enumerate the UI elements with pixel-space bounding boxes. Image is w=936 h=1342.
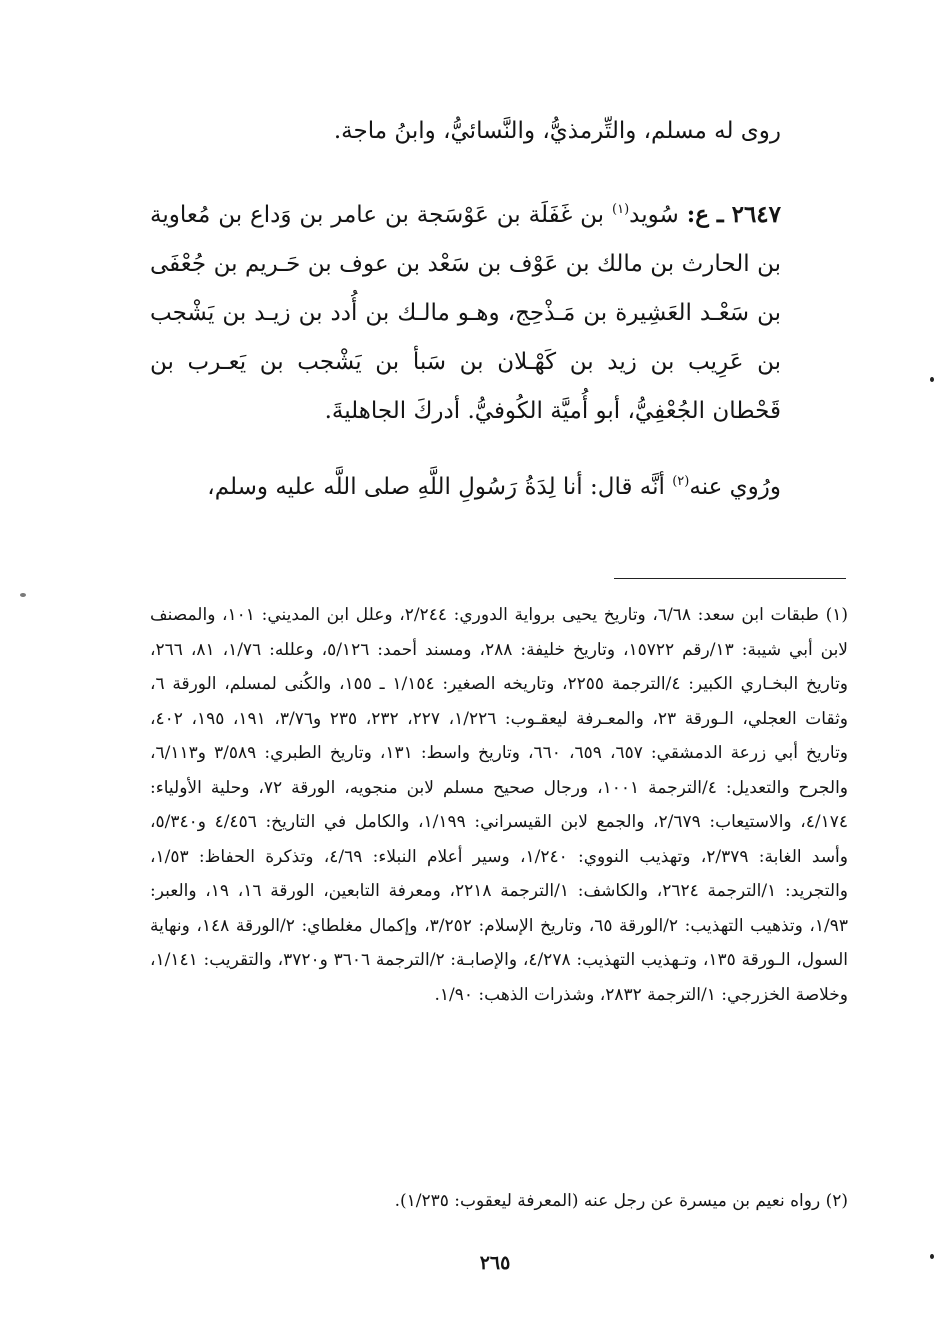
footnote-1-text: طبقات ابن سعد: ٦/٦٨، وتاريخ يحيى برواية الدوري: ٢/٢٤٤، وعلل ابن المديني: ١٠١، والمصنف لابن أبي شيبة: ١٣/رقم ١٥٧٢٢، وتاريخ خليفة: ٢٨٨، ومسند أحمد: ٥/١٢٦، وعلله: ١/٧٦، ٨١، ٢٦٦، وتاريخ البخـاري الكبير: ٤/الترجمة ٢٢٥٥، وتاريخه الصغير: ١/١٥٤ ـ ١٥٥، والكُنى لمسلم، الورقة ٦، وثقات العجلي، الـورقة ٢٣، والمعـرفة ليعقـوب: ١/٢٢٦، ٢٢٧، ٢٣٢، ٢٣٥ و٣/٧٦، ١٩١، ١٩٥، ٤٠٢، وتاريخ أبي زرعة الدمشقي: ٦٥٧، ٦٥٩، ٦٦٠، وتاريخ واسط: ١٣١، وتاريخ الطبري: ٣/٥٨٩ و٦/١١٣، والجرح والتعديل: ٤/الترجمة ١٠٠١، ورجال صحيح مسلم لابن منجويه، الورقة ٧٢، وحلية الأولياء: ٤/١٧٤، والاستيعاب: ٢/٦٧٩، والجمع لابن القيسراني: ١/١٩٩، والكامل في التاريخ: ٤/٤٥٦ و٥/٣٤٠، وأسد الغابة: ٢/٣٧٩، وتهذيب النووي: ١/٢٤٠، وسير أعلام النبلاء: ٤/٦٩، وتذكرة الحفاظ: ١/٥٣، والتجريد: ١/الترجمة ٢٦٢٤، والكاشف: ١/الترجمة ٢٢١٨، ومعرفة التابعين، الورقة ١٦، ١٩، والعبر: ١/٩٣، وتذهيب التهذيب: ٢/الورقة ٦٥، وتاريخ الإسلام: ٣/٢٥٢، وإكمال مغلطاي: ٢/الورقة ١٤٨، ونهاية السول، الـورقة ١٣٥، وتـهذيب التهذيب: ٤/٢٧٨، والإصابـة: ٢/الترجمة ٣٦٠٦ و٣٧٢٠، والتقريب: ١/١٤١، وخلاصة الخزرجي: ١/الترجمة ٢٨٣٢، وشذرات الذهب: ١/٩٠. (150, 605, 849, 1005)
intro-line: روى له مسلم، والتِّرمذيُّ، والنَّسائيُّ، وابنُ ماجة. (333, 118, 781, 144)
footnote-2-text: رواه نعيم بن ميسرة عن رجل عنه (المعرفة ليعقوب: ١/٢٣٥). (394, 1191, 821, 1211)
entry-text: بن غَفَلَة بن عَوْسَجة بن عامر بن وَداع بن مُعاوية بن الحارث بن مالك بن عَوْف بن سَعْد بن عوف بن حَـريم بن جُعْفَى بن سَعْـد العَشِيرة بن مَـذْحِج، وهـو مالـك بن أُدد بن زيـد بن يَشْجب بن عَرِيب بن زيد بن كَهْـلان بن سَبأ بن يَشْجب بن يَعـرب بن قَحْطان الجُعْفِيُّ، أبو أُميَّة الكُوفيُّ. أدركَ الجاهليةَ. (150, 202, 781, 424)
scan-speck (930, 377, 934, 382)
footnote-1 (150, 598, 848, 1012)
footnote-divider (614, 578, 846, 579)
narration-rest: أنَّه قال: أنا لِدَةُ رَسُولِ اللَّهِ صلى اللَّه عليه وسلم، (207, 474, 665, 500)
footnote-ref-1: (١) (612, 202, 630, 217)
entry-symbol: ع: (686, 201, 709, 228)
footnote-1-label: (١) (825, 605, 848, 625)
footnote-2 (150, 1185, 848, 1217)
scan-speck (930, 1254, 934, 1259)
page-number: ٢٦٥ (479, 1252, 511, 1274)
scan-speck (20, 593, 26, 597)
entry-name: سُويد (629, 202, 679, 228)
entry-number: ٢٦٤٧ (731, 201, 782, 228)
narration-start: ورُوي عنه (689, 474, 781, 500)
entry-separator: ـ (716, 201, 724, 228)
footnote-2-label: (٢) (825, 1191, 848, 1211)
biography-entry (150, 190, 781, 436)
narration-line (150, 467, 781, 507)
footnote-ref-2: (٢) (672, 474, 690, 489)
